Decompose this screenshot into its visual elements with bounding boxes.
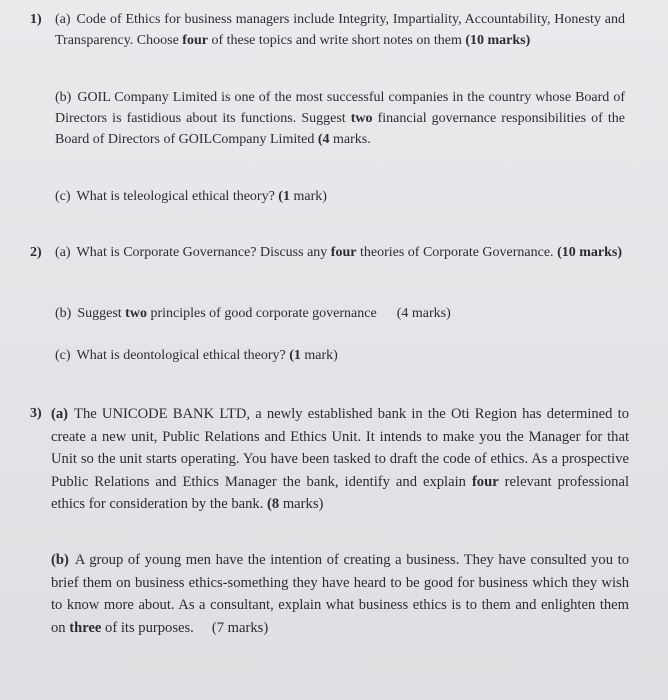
part-marks: (1	[278, 189, 290, 204]
part-marks: (8	[267, 496, 280, 512]
part-emphasis: four	[330, 245, 357, 260]
part-text: mark)	[300, 348, 338, 363]
part-marks: (10 marks)	[465, 33, 531, 48]
question-3-part-a	[51, 403, 629, 516]
question-2-part-b	[55, 303, 625, 324]
part-emphasis: two	[350, 111, 373, 126]
part-marks: (4	[317, 132, 330, 147]
part-text: GOIL Company Limited is one of the most successful companies in the country whose Board of Directors is fastidious about its functions. Suggest	[55, 90, 625, 126]
part-text: relevant professional ethics for consideration by the bank.	[51, 473, 629, 512]
part-text: Code of Ethics for business managers include Integrity, Impartiality, Accountability, Honesty and Transparency. Choose	[55, 12, 625, 48]
question-2-part-c	[55, 345, 625, 366]
question-3-part-b	[51, 549, 629, 639]
part-text: principles of good corporate governance	[146, 306, 377, 321]
question-1-part-a	[55, 9, 625, 51]
part-emphasis: four	[471, 473, 499, 490]
question-number: 3)	[30, 406, 42, 421]
part-label: (b)	[51, 552, 69, 568]
part-text: of these topics and write short notes on them	[207, 33, 466, 48]
question-1-part-b	[55, 87, 625, 150]
part-marks: (1	[289, 348, 301, 363]
part-text: The UNICODE BANK LTD, a newly established bank in the Oti Region has determined to create a new unit, Public Relations and Ethics Unit. It intends to make you the Manager for that Unit so the unit starts operating. You have been tasked to draft the code of ethics. As a prospective Public Relations and Ethics Manager the bank, identify and explain	[51, 406, 629, 490]
part-label: (a)	[55, 245, 71, 260]
part-text: theories of Corporate Governance.	[356, 245, 558, 260]
part-label: (a)	[51, 406, 69, 422]
part-text: Suggest	[77, 306, 126, 321]
part-text: A group of young men have the intention of creating a business. They have consulted you to brief them on business ethics-something they have heard to be good for business which they wish to know more about. As a consultant, explain what business ethics is to them and enlighten them on	[51, 552, 629, 636]
part-text: mark)	[289, 189, 327, 204]
part-label: (b)	[55, 306, 72, 321]
part-label: (b)	[55, 90, 72, 105]
part-emphasis: two	[125, 306, 147, 321]
question-number: 1)	[30, 12, 42, 27]
part-emphasis: three	[69, 619, 102, 636]
question-number: 2)	[30, 245, 42, 260]
part-label: (c)	[55, 348, 71, 363]
question-1-part-c	[55, 186, 625, 207]
question-2-part-a	[55, 242, 625, 263]
part-emphasis: four	[182, 33, 208, 48]
part-marks: (10 marks)	[557, 245, 622, 260]
part-label: (c)	[55, 189, 71, 204]
part-text: What is deontological ethical theory?	[76, 348, 290, 363]
part-text: What is teleological ethical theory?	[76, 189, 279, 204]
part-text: marks)	[279, 496, 324, 512]
part-text: What is Corporate Governance? Discuss any	[76, 245, 331, 260]
part-text: of its purposes.	[101, 619, 194, 636]
part-text: financial governance responsibilities of the Board of Directors of GOILCompany Limited	[55, 111, 625, 147]
part-marks: (7 marks)	[211, 619, 269, 636]
part-label: (a)	[55, 12, 71, 27]
part-marks: (4 marks)	[396, 306, 451, 321]
part-text: marks.	[329, 132, 371, 147]
